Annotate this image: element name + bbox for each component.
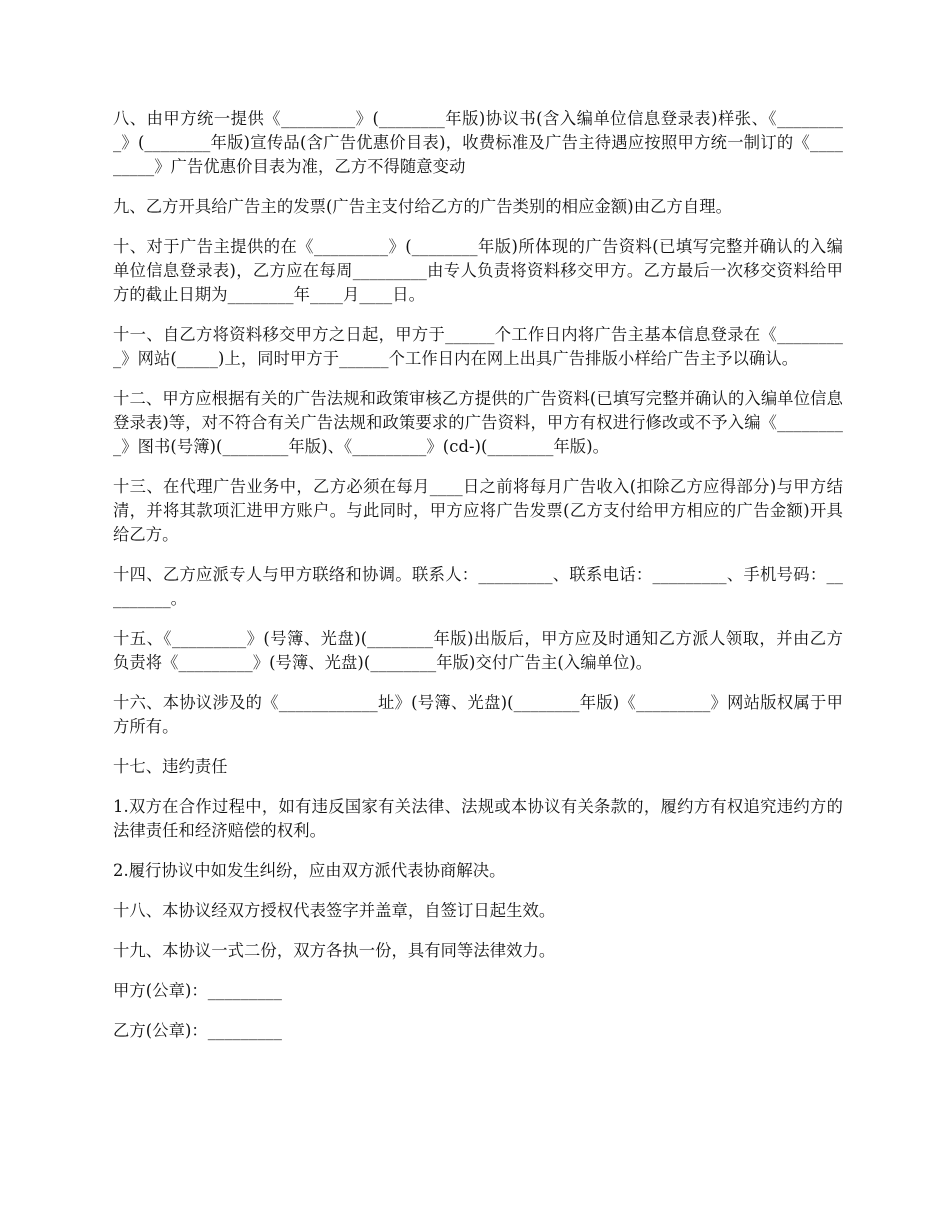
clause-17-heading: 十七、违约责任: [113, 757, 228, 776]
clause-16: 十六、本协议涉及的《____________址》(号簿、光盘)(________年版)《_________》网站版权属于甲方所有。: [113, 693, 843, 736]
clause-17-item-2: 2.履行协议中如发生纠纷，应由双方派代表协商解决。: [113, 861, 506, 880]
clause-19: 十九、本协议一式二份，双方各执一份，具有同等法律效力。: [113, 941, 556, 960]
party-a-seal-line: 甲方(公章)：_________: [113, 981, 282, 1000]
clause-10: 十、对于广告主提供的在《_________》(________年版)所体现的广告资料(已填写完整并确认的入编单位信息登录表)，乙方应在每周_________由专人负责将资料移交甲方。乙方最后一次移交资料给甲方的截止日期为________年____月____日。: [113, 237, 843, 304]
clause-11: 十一、自乙方将资料移交甲方之日起，甲方于______个工作日内将广告主基本信息登录在《_________》网站(_____)上，同时甲方于______个工作日内在网上出具广告排版小样给广告主予以确认。: [113, 325, 843, 368]
clause-12: 十二、甲方应根据有关的广告法规和政策审核乙方提供的广告资料(已填写完整并确认的入编单位信息登录表)等，对不符合有关广告法规和政策要求的广告资料，甲方有权进行修改或不予入编《_________》图书(号簿)(________年版)、《_________》(cd-)(________年版)。: [113, 389, 843, 456]
party-b-seal-line: 乙方(公章)：_________: [113, 1021, 282, 1040]
clause-8: 八、由甲方统一提供《_________》(________年版)协议书(含入编单位信息登录表)样张、《_________》(________年版)宣传品(含广告优惠价目表)，收费标准及广告主待遇应按照甲方统一制订的《_________》广告优惠价目表为准，乙方不得随意变动: [113, 109, 843, 176]
document-page: [113, 107, 843, 1059]
clause-17-item-1: 1.双方在合作过程中，如有违反国家有关法律、法规或本协议有关条款的，履约方有权追究违约方的法律责任和经济赔偿的权利。: [113, 797, 843, 840]
clause-13: 十三、在代理广告业务中，乙方必须在每月____日之前将每月广告收入(扣除乙方应得部分)与甲方结清，并将其款项汇进甲方账户。与此同时，甲方应将广告发票(乙方支付给甲方相应的广告金额)开具给乙方。: [113, 477, 843, 544]
clause-18: 十八、本协议经双方授权代表签字并盖章，自签订日起生效。: [113, 901, 556, 920]
clause-14: 十四、乙方应派专人与甲方联络和协调。联系人：_________、联系电话：_________、手机号码：_________。: [113, 565, 843, 608]
clause-9: 九、乙方开具给广告主的发票(广告主支付给乙方的广告类别的相应金额)由乙方自理。: [113, 197, 733, 216]
clause-15: 十五、《_________》(号簿、光盘)(________年版)出版后，甲方应及时通知乙方派人领取，并由乙方负责将《_________》(号簿、光盘)(________年版)交付广告主(入编单位)。: [113, 629, 843, 672]
